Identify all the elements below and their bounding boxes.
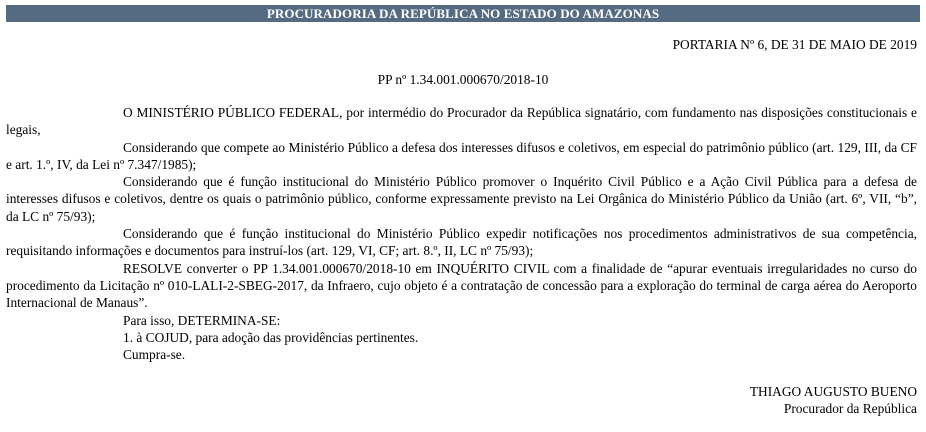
paragraph-resolve: RESOLVE converter o PP 1.34.001.000670/2018-10 em INQUÉRITO CIVIL com a finalidade de “apurar eventuais irregularidades no curso do procedimento da Licitação nº 010-LALI-2-SBEG-2017, da Infraero, cujo objeto é a contratação de concessão para a exploração do terminal de carga aérea do Aeroporto Internacional de Manaus”.: [6, 260, 917, 311]
paragraph-preamble: O MINISTÉRIO PÚBLICO FEDERAL, por intermédio do Procurador da República signatário, com fundamento nas disposições constitucionais e legais,: [6, 105, 917, 138]
signature-role: Procurador da República: [783, 400, 917, 416]
document-body: [6, 104, 917, 363]
header-title: PROCURADORIA DA REPÚBLICA NO ESTADO DO AMAZONAS: [266, 6, 660, 21]
signature-block: [750, 384, 917, 417]
paragraph-considerando-1: Considerando que compete ao Ministério Público a defesa dos interesses difusos e coletivos, em especial do patrimônio público (art. 129, III, da CF e art. 1.º, IV, da Lei nº 7.347/1985);: [6, 139, 917, 172]
paragraph-cumpra-se: Cumpra-se.: [123, 347, 186, 363]
paragraph-determina: Para isso, DETERMINA-SE:: [123, 312, 281, 328]
pp-number: PP nº 1.34.001.000670/2018-10: [377, 72, 549, 87]
paragraph-item-1: 1. à COJUD, para adoção das providências pertinentes.: [123, 329, 419, 345]
signature-name: THIAGO AUGUSTO BUENO: [749, 384, 917, 399]
paragraph-considerando-3: Considerando que é função institucional do Ministério Público expedir notificações nos procedimentos administrativos de sua competência, requisitando informações e documentos para instruí-los (art. 129, VI, CF; art. 8.º, II, LC nº 75/93);: [6, 226, 917, 259]
paragraph-considerando-2: Considerando que é função institucional do Ministério Público promover o Inquérito Civil Público e a Ação Civil Pública para a defesa de interesses difusos e coletivos, dentre os quais o patrimônio público, conforme expressamente previsto na Lei Orgânica do Ministério Público da União (art. 6º, VII, “b”, da LC nº 75/93);: [6, 174, 917, 224]
portaria-title: PORTARIA Nº 6, DE 31 DE MAIO DE 2019: [672, 37, 917, 52]
header-bar: [6, 5, 920, 22]
